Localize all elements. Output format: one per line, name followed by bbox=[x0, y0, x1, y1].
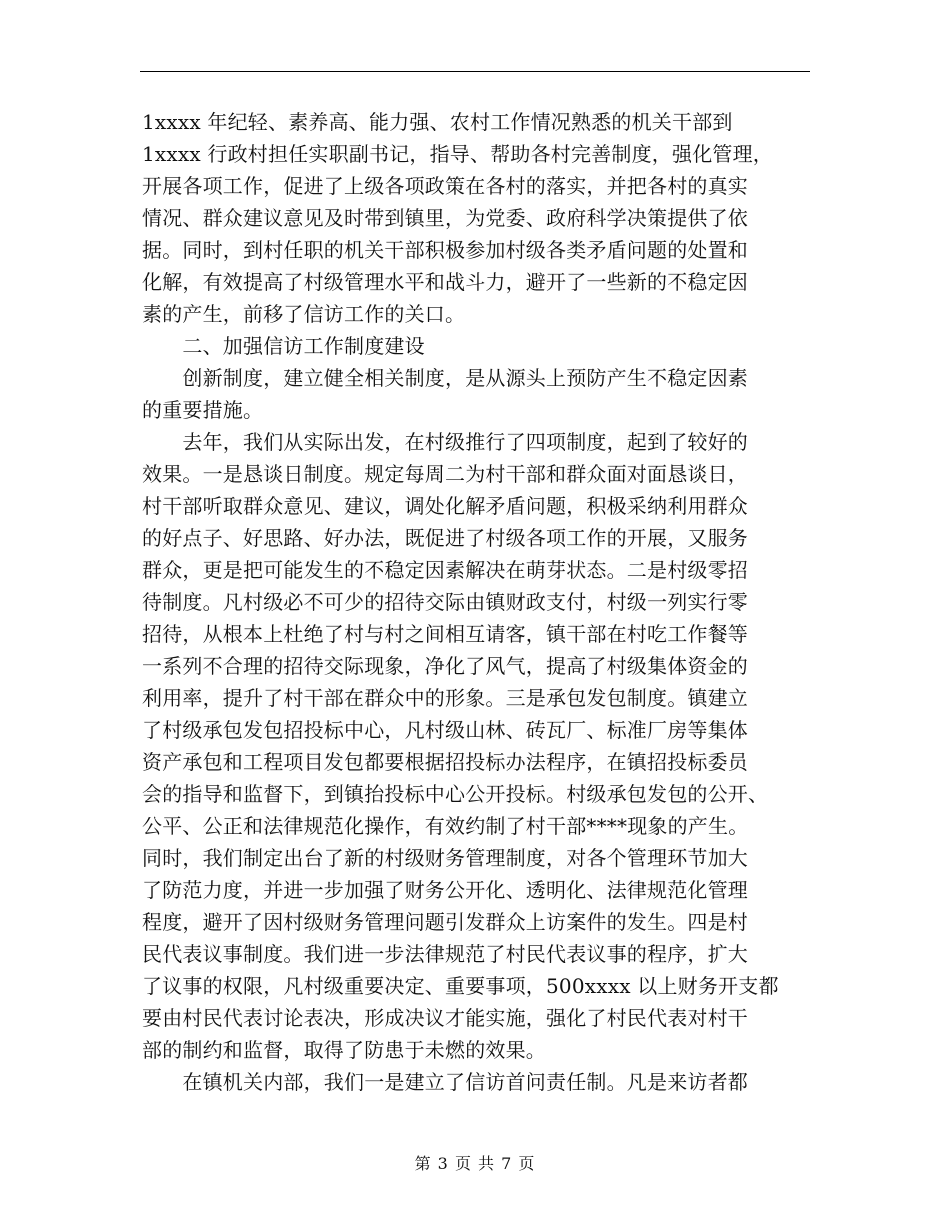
text-line: 在镇机关内部，我们一是建立了信访首问责任制。凡是来访者都 bbox=[142, 1070, 748, 1094]
page-footer: 第 3 页 共 7 页 bbox=[414, 1154, 536, 1173]
text-line: 开展各项工作，促进了上级各项政策在各村的落实，并把各村的真实 bbox=[142, 174, 748, 198]
text-line: 利用率，提升了村干部在群众中的形象。三是承包发包制度。镇建立 bbox=[142, 686, 748, 710]
text-line: 了防范力度，并进一步加强了财务公开化、透明化、法律规范化管理 bbox=[142, 878, 748, 902]
text-line: 化解，有效提高了村级管理水平和战斗力，避开了一些新的不稳定因 bbox=[142, 270, 748, 294]
text-line: 民代表议事制度。我们进一步法律规范了村民代表议事的程序，扩大 bbox=[142, 942, 748, 966]
text-line: 会的指导和监督下，到镇抬投标中心公开投标。村级承包发包的公开、 bbox=[142, 782, 769, 806]
text-line: 群众，更是把可能发生的不稳定因素解决在萌芽状态。二是村级零招 bbox=[142, 558, 748, 582]
text-line: 1xxxx 年纪轻、素养高、能力强、农村工作情况熟悉的机关干部到 bbox=[142, 110, 733, 134]
document-body bbox=[142, 106, 808, 1098]
text-line: 二、加强信访工作制度建设 bbox=[142, 334, 425, 358]
text-line: 情况、群众建议意见及时带到镇里，为党委、政府科学决策提供了依 bbox=[142, 206, 748, 230]
text-line: 同时，我们制定出台了新的村级财务管理制度，对各个管理环节加大 bbox=[142, 846, 748, 870]
header-rule bbox=[140, 71, 810, 72]
text-line: 的重要措施。 bbox=[142, 398, 264, 422]
text-line: 的好点子、好思路、好办法，既促进了村级各项工作的开展，又服务 bbox=[142, 526, 748, 550]
text-line: 一系列不合理的招待交际现象，净化了风气，提高了村级集体资金的 bbox=[142, 654, 748, 678]
text-line: 部的制约和监督，取得了防患于未燃的效果。 bbox=[142, 1038, 546, 1062]
text-line: 程度，避开了因村级财务管理问题引发群众上访案件的发生。四是村 bbox=[142, 910, 748, 934]
text-line: 据。同时，到村任职的机关干部积极参加村级各类矛盾问题的处置和 bbox=[142, 238, 748, 262]
text-line: 资产承包和工程项目发包都要根据招投标办法程序，在镇招投标委员 bbox=[142, 750, 748, 774]
text-line: 待制度。凡村级必不可少的招待交际由镇财政支付，村级一列实行零 bbox=[142, 590, 748, 614]
text-line: 公平、公正和法律规范化操作，有效约制了村干部****现象的产生。 bbox=[142, 814, 749, 838]
text-line: 招待，从根本上杜绝了村与村之间相互请客，镇干部在村吃工作餐等 bbox=[142, 622, 748, 646]
text-line: 了村级承包发包招投标中心，凡村级山林、砖瓦厂、标准厂房等集体 bbox=[142, 718, 748, 742]
text-line: 村干部听取群众意见、建议，调处化解矛盾问题，积极采纳利用群众 bbox=[142, 494, 748, 518]
text-line: 去年，我们从实际出发，在村级推行了四项制度，起到了较好的 bbox=[142, 430, 748, 454]
text-line: 要由村民代表讨论表决，形成决议才能实施，强化了村民代表对村干 bbox=[142, 1006, 748, 1030]
text-line: 效果。一是恳谈日制度。规定每周二为村干部和群众面对面恳谈日， bbox=[142, 462, 748, 486]
text-line: 创新制度，建立健全相关制度，是从源头上预防产生不稳定因素 bbox=[142, 366, 748, 390]
text-line: 素的产生，前移了信访工作的关口。 bbox=[142, 302, 466, 326]
text-line: 1xxxx 行政村担任实职副书记，指导、帮助各村完善制度，强化管理， bbox=[142, 142, 773, 166]
text-line: 了议事的权限，凡村级重要决定、重要事项，500xxxx 以上财务开支都 bbox=[142, 974, 779, 998]
